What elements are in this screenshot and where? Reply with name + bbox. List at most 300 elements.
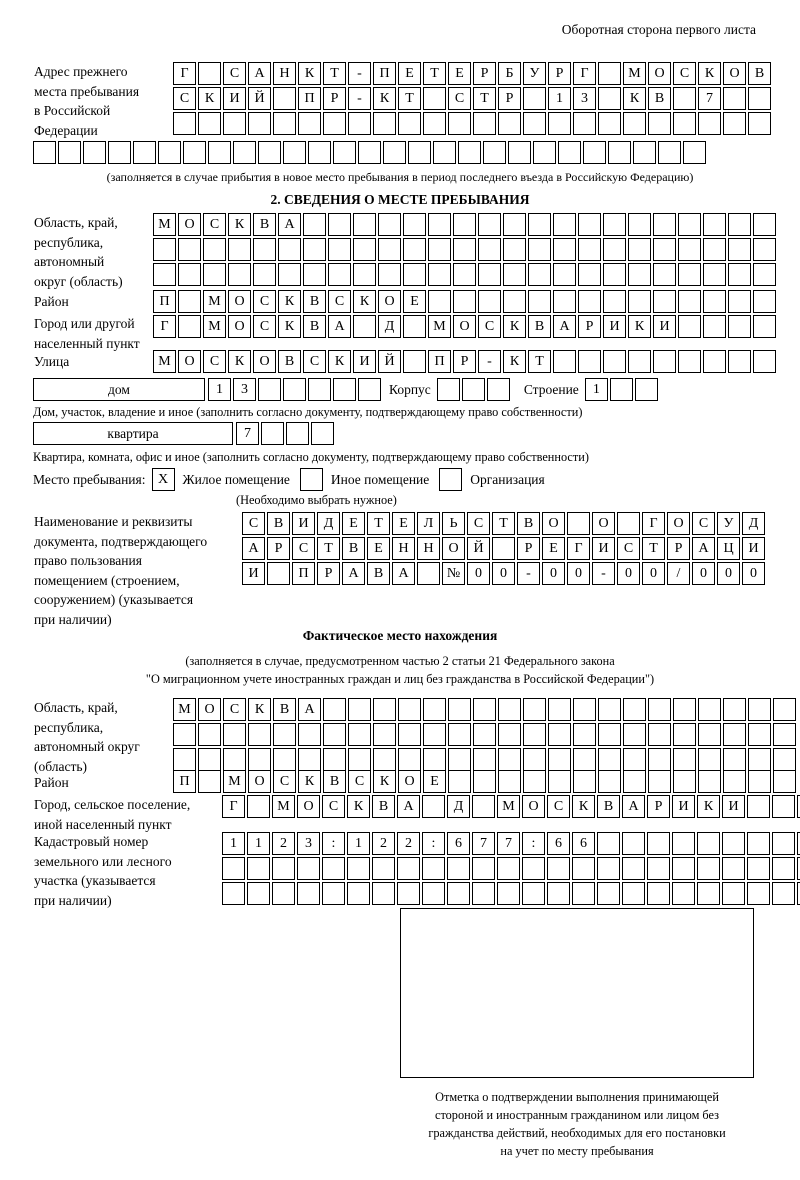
input-cell[interactable] bbox=[448, 748, 471, 771]
input-cell[interactable]: 1 bbox=[585, 378, 608, 401]
input-cell[interactable] bbox=[773, 698, 796, 721]
input-cell[interactable] bbox=[178, 238, 201, 261]
input-cell[interactable]: К bbox=[623, 87, 646, 110]
prev-address-row-1[interactable] bbox=[173, 62, 773, 85]
input-cell[interactable] bbox=[378, 263, 401, 286]
input-cell[interactable]: С bbox=[223, 62, 246, 85]
input-cell[interactable] bbox=[573, 723, 596, 746]
input-cell[interactable] bbox=[428, 213, 451, 236]
input-cell[interactable] bbox=[753, 213, 776, 236]
input-cell[interactable]: Е bbox=[423, 770, 446, 793]
input-cell[interactable] bbox=[598, 62, 621, 85]
input-cell[interactable]: Т bbox=[423, 62, 446, 85]
input-cell[interactable]: М bbox=[497, 795, 520, 818]
input-cell[interactable] bbox=[578, 263, 601, 286]
input-cell[interactable]: И bbox=[653, 315, 676, 338]
input-cell[interactable] bbox=[423, 748, 446, 771]
input-cell[interactable]: Р bbox=[453, 350, 476, 373]
input-cell[interactable] bbox=[635, 378, 658, 401]
input-cell[interactable]: 7 bbox=[497, 832, 520, 855]
input-cell[interactable] bbox=[303, 213, 326, 236]
input-cell[interactable]: К bbox=[503, 315, 526, 338]
input-cell[interactable] bbox=[447, 857, 470, 880]
input-cell[interactable]: : bbox=[522, 832, 545, 855]
input-cell[interactable]: О bbox=[648, 62, 671, 85]
input-cell[interactable] bbox=[753, 350, 776, 373]
input-cell[interactable] bbox=[673, 770, 696, 793]
district-row[interactable] bbox=[153, 290, 778, 313]
input-cell[interactable] bbox=[423, 723, 446, 746]
input-cell[interactable] bbox=[728, 263, 751, 286]
input-cell[interactable]: 0 bbox=[467, 562, 490, 585]
input-cell[interactable] bbox=[572, 857, 595, 880]
input-cell[interactable] bbox=[603, 290, 626, 313]
input-cell[interactable] bbox=[261, 422, 284, 445]
input-cell[interactable]: В bbox=[517, 512, 540, 535]
input-cell[interactable] bbox=[398, 723, 421, 746]
input-cell[interactable]: В bbox=[528, 315, 551, 338]
input-cell[interactable] bbox=[372, 882, 395, 905]
input-cell[interactable] bbox=[303, 263, 326, 286]
street-row[interactable] bbox=[153, 350, 778, 373]
input-cell[interactable]: В bbox=[273, 698, 296, 721]
input-cell[interactable]: О bbox=[522, 795, 545, 818]
input-cell[interactable] bbox=[523, 723, 546, 746]
input-cell[interactable]: О bbox=[228, 290, 251, 313]
input-cell[interactable] bbox=[222, 882, 245, 905]
region-row-1[interactable] bbox=[153, 213, 778, 236]
input-cell[interactable] bbox=[348, 698, 371, 721]
actual-region-row-2[interactable] bbox=[173, 723, 798, 746]
input-cell[interactable] bbox=[648, 112, 671, 135]
input-cell[interactable] bbox=[567, 512, 590, 535]
input-cell[interactable] bbox=[628, 238, 651, 261]
input-cell[interactable]: С bbox=[203, 350, 226, 373]
input-cell[interactable] bbox=[578, 350, 601, 373]
input-cell[interactable]: С bbox=[203, 213, 226, 236]
input-cell[interactable] bbox=[603, 213, 626, 236]
input-cell[interactable] bbox=[422, 882, 445, 905]
input-cell[interactable]: 2 bbox=[272, 832, 295, 855]
input-cell[interactable] bbox=[673, 112, 696, 135]
actual-region-row-3[interactable] bbox=[173, 748, 798, 771]
input-cell[interactable]: В bbox=[278, 350, 301, 373]
input-cell[interactable] bbox=[198, 62, 221, 85]
input-cell[interactable] bbox=[697, 832, 720, 855]
input-cell[interactable] bbox=[373, 112, 396, 135]
input-cell[interactable]: П bbox=[298, 87, 321, 110]
input-cell[interactable] bbox=[583, 141, 606, 164]
input-cell[interactable]: И bbox=[353, 350, 376, 373]
input-cell[interactable]: Е bbox=[542, 537, 565, 560]
input-cell[interactable]: 6 bbox=[572, 832, 595, 855]
input-cell[interactable]: Г bbox=[642, 512, 665, 535]
input-cell[interactable]: М bbox=[203, 315, 226, 338]
input-cell[interactable]: Д bbox=[378, 315, 401, 338]
input-cell[interactable] bbox=[653, 213, 676, 236]
input-cell[interactable]: И bbox=[742, 537, 765, 560]
input-cell[interactable] bbox=[272, 882, 295, 905]
input-cell[interactable]: А bbox=[692, 537, 715, 560]
input-cell[interactable] bbox=[378, 238, 401, 261]
input-cell[interactable] bbox=[622, 832, 645, 855]
input-cell[interactable] bbox=[578, 238, 601, 261]
input-cell[interactable]: А bbox=[553, 315, 576, 338]
input-cell[interactable] bbox=[428, 263, 451, 286]
input-cell[interactable]: : bbox=[322, 832, 345, 855]
input-cell[interactable] bbox=[423, 87, 446, 110]
input-cell[interactable] bbox=[623, 770, 646, 793]
input-cell[interactable]: Е bbox=[342, 512, 365, 535]
input-cell[interactable]: В bbox=[367, 562, 390, 585]
input-cell[interactable]: Т bbox=[473, 87, 496, 110]
input-cell[interactable] bbox=[223, 748, 246, 771]
input-cell[interactable]: С bbox=[173, 87, 196, 110]
input-cell[interactable]: Й bbox=[378, 350, 401, 373]
input-cell[interactable] bbox=[622, 882, 645, 905]
input-cell[interactable]: К bbox=[298, 62, 321, 85]
input-cell[interactable]: К bbox=[278, 290, 301, 313]
input-cell[interactable] bbox=[448, 770, 471, 793]
input-cell[interactable] bbox=[698, 770, 721, 793]
input-cell[interactable] bbox=[273, 112, 296, 135]
input-cell[interactable]: О bbox=[667, 512, 690, 535]
input-cell[interactable] bbox=[703, 263, 726, 286]
input-cell[interactable]: К bbox=[248, 698, 271, 721]
input-cell[interactable] bbox=[373, 723, 396, 746]
input-cell[interactable] bbox=[398, 698, 421, 721]
input-cell[interactable]: 6 bbox=[547, 832, 570, 855]
input-cell[interactable] bbox=[553, 263, 576, 286]
input-cell[interactable] bbox=[723, 770, 746, 793]
input-cell[interactable]: 2 bbox=[372, 832, 395, 855]
input-cell[interactable]: И bbox=[672, 795, 695, 818]
input-cell[interactable]: К bbox=[228, 213, 251, 236]
input-cell[interactable] bbox=[453, 290, 476, 313]
input-cell[interactable] bbox=[258, 378, 281, 401]
input-cell[interactable]: 3 bbox=[297, 832, 320, 855]
input-cell[interactable] bbox=[728, 290, 751, 313]
region-row-2[interactable] bbox=[153, 238, 778, 261]
input-cell[interactable] bbox=[603, 263, 626, 286]
input-cell[interactable] bbox=[448, 723, 471, 746]
input-cell[interactable] bbox=[678, 263, 701, 286]
input-cell[interactable]: Р bbox=[578, 315, 601, 338]
input-cell[interactable] bbox=[498, 112, 521, 135]
input-cell[interactable] bbox=[698, 748, 721, 771]
input-cell[interactable] bbox=[523, 112, 546, 135]
input-cell[interactable]: 3 bbox=[233, 378, 256, 401]
input-cell[interactable] bbox=[753, 238, 776, 261]
input-cell[interactable]: 0 bbox=[692, 562, 715, 585]
input-cell[interactable]: И bbox=[223, 87, 246, 110]
stamp-box[interactable] bbox=[400, 908, 754, 1078]
input-cell[interactable]: И bbox=[242, 562, 265, 585]
input-cell[interactable]: П bbox=[173, 770, 196, 793]
input-cell[interactable]: № bbox=[442, 562, 465, 585]
input-cell[interactable] bbox=[573, 698, 596, 721]
input-cell[interactable] bbox=[573, 748, 596, 771]
input-cell[interactable] bbox=[773, 748, 796, 771]
input-cell[interactable] bbox=[198, 770, 221, 793]
input-cell[interactable]: К bbox=[697, 795, 720, 818]
input-cell[interactable] bbox=[658, 141, 681, 164]
input-cell[interactable]: С bbox=[328, 290, 351, 313]
input-cell[interactable]: Г bbox=[573, 62, 596, 85]
input-cell[interactable]: Е bbox=[448, 62, 471, 85]
input-cell[interactable]: О bbox=[398, 770, 421, 793]
input-cell[interactable] bbox=[748, 770, 771, 793]
input-cell[interactable] bbox=[272, 857, 295, 880]
input-cell[interactable] bbox=[703, 315, 726, 338]
input-cell[interactable] bbox=[478, 290, 501, 313]
input-cell[interactable] bbox=[523, 698, 546, 721]
input-cell[interactable] bbox=[58, 141, 81, 164]
input-cell[interactable] bbox=[498, 748, 521, 771]
input-cell[interactable] bbox=[398, 112, 421, 135]
input-cell[interactable] bbox=[678, 350, 701, 373]
input-cell[interactable]: К bbox=[373, 770, 396, 793]
input-cell[interactable] bbox=[153, 238, 176, 261]
input-cell[interactable]: Ь bbox=[442, 512, 465, 535]
input-cell[interactable] bbox=[673, 748, 696, 771]
input-cell[interactable]: Р bbox=[473, 62, 496, 85]
input-cell[interactable]: Р bbox=[267, 537, 290, 560]
input-cell[interactable]: А bbox=[342, 562, 365, 585]
input-cell[interactable]: М bbox=[153, 213, 176, 236]
input-cell[interactable]: О bbox=[178, 213, 201, 236]
input-cell[interactable] bbox=[522, 857, 545, 880]
input-cell[interactable]: С bbox=[242, 512, 265, 535]
input-cell[interactable] bbox=[548, 770, 571, 793]
input-cell[interactable]: 2 bbox=[397, 832, 420, 855]
input-cell[interactable] bbox=[472, 857, 495, 880]
checkbox-inoe[interactable] bbox=[300, 468, 323, 491]
input-cell[interactable] bbox=[308, 378, 331, 401]
input-cell[interactable]: К bbox=[572, 795, 595, 818]
input-cell[interactable]: А bbox=[328, 315, 351, 338]
input-cell[interactable] bbox=[278, 263, 301, 286]
input-cell[interactable] bbox=[698, 112, 721, 135]
input-cell[interactable] bbox=[728, 238, 751, 261]
input-cell[interactable] bbox=[472, 882, 495, 905]
input-cell[interactable]: - bbox=[592, 562, 615, 585]
input-cell[interactable] bbox=[673, 698, 696, 721]
input-cell[interactable]: В bbox=[597, 795, 620, 818]
input-cell[interactable]: У bbox=[523, 62, 546, 85]
input-cell[interactable]: К bbox=[328, 350, 351, 373]
input-cell[interactable] bbox=[478, 263, 501, 286]
input-cell[interactable]: К bbox=[198, 87, 221, 110]
input-cell[interactable] bbox=[333, 141, 356, 164]
input-cell[interactable] bbox=[503, 238, 526, 261]
input-cell[interactable] bbox=[628, 213, 651, 236]
input-cell[interactable] bbox=[723, 723, 746, 746]
input-cell[interactable]: Ц bbox=[717, 537, 740, 560]
input-cell[interactable]: Р bbox=[517, 537, 540, 560]
input-cell[interactable]: К bbox=[628, 315, 651, 338]
input-cell[interactable]: О bbox=[592, 512, 615, 535]
input-cell[interactable] bbox=[328, 213, 351, 236]
input-cell[interactable]: С bbox=[322, 795, 345, 818]
input-cell[interactable] bbox=[678, 213, 701, 236]
input-cell[interactable] bbox=[623, 748, 646, 771]
input-cell[interactable]: 0 bbox=[717, 562, 740, 585]
input-cell[interactable]: С bbox=[478, 315, 501, 338]
input-cell[interactable] bbox=[223, 112, 246, 135]
input-cell[interactable] bbox=[528, 238, 551, 261]
input-cell[interactable] bbox=[428, 238, 451, 261]
input-cell[interactable] bbox=[728, 315, 751, 338]
input-cell[interactable] bbox=[578, 290, 601, 313]
input-cell[interactable] bbox=[723, 87, 746, 110]
input-cell[interactable] bbox=[473, 698, 496, 721]
input-cell[interactable]: А bbox=[397, 795, 420, 818]
input-cell[interactable] bbox=[453, 238, 476, 261]
input-cell[interactable] bbox=[347, 882, 370, 905]
input-cell[interactable]: К bbox=[373, 87, 396, 110]
input-cell[interactable] bbox=[248, 723, 271, 746]
input-cell[interactable]: О bbox=[248, 770, 271, 793]
input-cell[interactable] bbox=[747, 882, 770, 905]
input-cell[interactable] bbox=[598, 112, 621, 135]
input-cell[interactable] bbox=[178, 290, 201, 313]
input-cell[interactable] bbox=[403, 238, 426, 261]
input-cell[interactable] bbox=[323, 112, 346, 135]
input-cell[interactable]: : bbox=[422, 832, 445, 855]
input-cell[interactable]: П bbox=[428, 350, 451, 373]
input-cell[interactable] bbox=[753, 315, 776, 338]
checkbox-zhiloe[interactable]: Х bbox=[152, 468, 175, 491]
input-cell[interactable] bbox=[273, 87, 296, 110]
input-cell[interactable] bbox=[598, 698, 621, 721]
input-cell[interactable] bbox=[472, 795, 495, 818]
input-cell[interactable]: А bbox=[622, 795, 645, 818]
input-cell[interactable]: 6 bbox=[447, 832, 470, 855]
input-cell[interactable]: Б bbox=[498, 62, 521, 85]
input-cell[interactable] bbox=[258, 141, 281, 164]
input-cell[interactable] bbox=[672, 832, 695, 855]
input-cell[interactable] bbox=[353, 315, 376, 338]
input-cell[interactable] bbox=[528, 213, 551, 236]
input-cell[interactable]: Т bbox=[528, 350, 551, 373]
input-cell[interactable]: С bbox=[692, 512, 715, 535]
input-cell[interactable]: В bbox=[267, 512, 290, 535]
input-cell[interactable] bbox=[573, 112, 596, 135]
input-cell[interactable] bbox=[208, 141, 231, 164]
input-cell[interactable] bbox=[753, 290, 776, 313]
input-cell[interactable] bbox=[628, 263, 651, 286]
input-cell[interactable] bbox=[673, 87, 696, 110]
input-cell[interactable] bbox=[473, 770, 496, 793]
input-cell[interactable]: 1 bbox=[548, 87, 571, 110]
input-cell[interactable] bbox=[653, 350, 676, 373]
input-cell[interactable] bbox=[697, 882, 720, 905]
cadastral-row-2[interactable] bbox=[222, 857, 800, 880]
input-cell[interactable] bbox=[703, 213, 726, 236]
input-cell[interactable]: П bbox=[153, 290, 176, 313]
input-cell[interactable] bbox=[623, 698, 646, 721]
input-cell[interactable] bbox=[623, 723, 646, 746]
input-cell[interactable]: Е bbox=[403, 290, 426, 313]
input-cell[interactable] bbox=[478, 213, 501, 236]
input-cell[interactable] bbox=[453, 263, 476, 286]
input-cell[interactable]: И bbox=[603, 315, 626, 338]
input-cell[interactable]: К bbox=[228, 350, 251, 373]
input-cell[interactable] bbox=[358, 378, 381, 401]
input-cell[interactable]: Р bbox=[498, 87, 521, 110]
cadastral-row-3[interactable] bbox=[222, 882, 800, 905]
input-cell[interactable] bbox=[497, 882, 520, 905]
input-cell[interactable]: Е bbox=[392, 512, 415, 535]
input-cell[interactable]: В bbox=[372, 795, 395, 818]
prev-address-row-3[interactable] bbox=[173, 112, 773, 135]
input-cell[interactable]: 7 bbox=[698, 87, 721, 110]
input-cell[interactable]: 1 bbox=[347, 832, 370, 855]
input-cell[interactable] bbox=[503, 263, 526, 286]
input-cell[interactable] bbox=[698, 698, 721, 721]
input-cell[interactable] bbox=[728, 213, 751, 236]
input-cell[interactable]: 0 bbox=[617, 562, 640, 585]
input-cell[interactable]: Д bbox=[317, 512, 340, 535]
input-cell[interactable] bbox=[548, 723, 571, 746]
input-cell[interactable]: Г bbox=[173, 62, 196, 85]
input-cell[interactable] bbox=[348, 748, 371, 771]
input-cell[interactable] bbox=[158, 141, 181, 164]
document-row-2[interactable] bbox=[242, 537, 767, 560]
input-cell[interactable] bbox=[348, 723, 371, 746]
input-cell[interactable] bbox=[133, 141, 156, 164]
input-cell[interactable] bbox=[278, 238, 301, 261]
input-cell[interactable]: Й bbox=[248, 87, 271, 110]
input-cell[interactable]: 7 bbox=[236, 422, 259, 445]
input-cell[interactable] bbox=[753, 263, 776, 286]
input-cell[interactable] bbox=[448, 112, 471, 135]
input-cell[interactable] bbox=[403, 213, 426, 236]
input-cell[interactable]: Т bbox=[492, 512, 515, 535]
input-cell[interactable]: - bbox=[348, 87, 371, 110]
input-cell[interactable] bbox=[498, 723, 521, 746]
input-cell[interactable]: О bbox=[297, 795, 320, 818]
input-cell[interactable]: С bbox=[448, 87, 471, 110]
input-cell[interactable]: Д bbox=[742, 512, 765, 535]
input-cell[interactable] bbox=[678, 238, 701, 261]
input-cell[interactable] bbox=[648, 698, 671, 721]
input-cell[interactable] bbox=[397, 882, 420, 905]
input-cell[interactable] bbox=[503, 290, 526, 313]
input-cell[interactable] bbox=[533, 141, 556, 164]
input-cell[interactable] bbox=[273, 723, 296, 746]
input-cell[interactable]: А bbox=[242, 537, 265, 560]
input-cell[interactable] bbox=[648, 748, 671, 771]
input-cell[interactable]: О bbox=[228, 315, 251, 338]
input-cell[interactable] bbox=[610, 378, 633, 401]
input-cell[interactable] bbox=[397, 857, 420, 880]
input-cell[interactable] bbox=[417, 562, 440, 585]
input-cell[interactable] bbox=[597, 832, 620, 855]
input-cell[interactable] bbox=[273, 748, 296, 771]
input-cell[interactable] bbox=[723, 112, 746, 135]
input-cell[interactable] bbox=[323, 698, 346, 721]
input-cell[interactable] bbox=[523, 748, 546, 771]
input-cell[interactable]: Т bbox=[367, 512, 390, 535]
input-cell[interactable]: О bbox=[723, 62, 746, 85]
region-row-3[interactable] bbox=[153, 263, 778, 286]
input-cell[interactable] bbox=[648, 723, 671, 746]
input-cell[interactable]: Р bbox=[667, 537, 690, 560]
input-cell[interactable] bbox=[628, 350, 651, 373]
input-cell[interactable] bbox=[492, 537, 515, 560]
